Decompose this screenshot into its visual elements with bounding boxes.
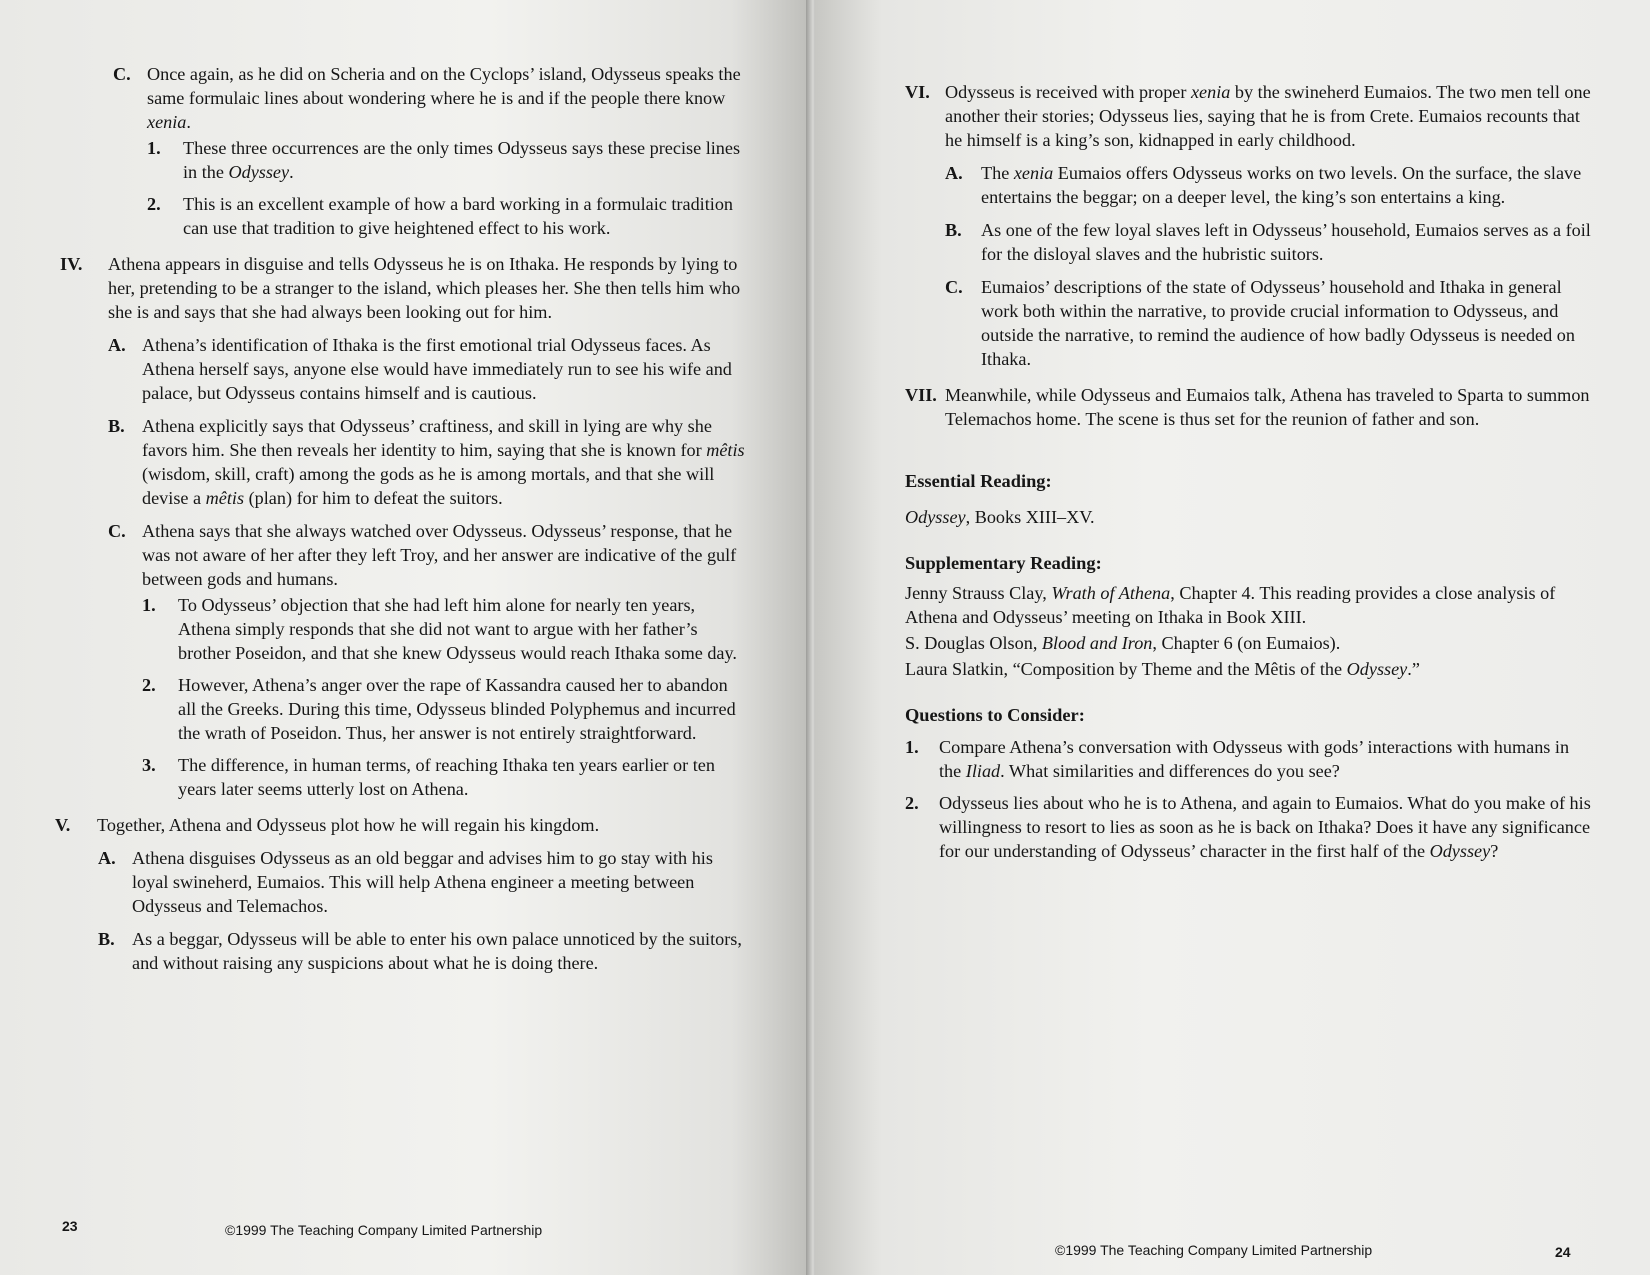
item-label: C.	[113, 64, 131, 84]
question-1	[905, 735, 1595, 783]
item-text: Once again, as he did on Scheria and on the Cyclops’ island, Odysseus speaks the same formulaic lines about wondering where he is and if the people there know xenia.	[147, 64, 741, 132]
item-text: Athena’s identification of Ithaka is the first emotional trial Odysseus faces. As Athena herself says, anyone else would have immediately run to see his wife and palace, but Odysseus contains himself and is cautious.	[142, 335, 732, 403]
supplementary-item-clay: Jenny Strauss Clay, Wrath of Athena, Chapter 4. This reading provides a close analysis of Athena and Odysseus’ meeting on Ithaka in Book XIII.	[905, 583, 1556, 627]
item-label: 1.	[147, 138, 161, 158]
outline-item-iv-c	[108, 519, 750, 591]
outline-item-v-b	[98, 927, 750, 975]
item-text: Eumaios’ descriptions of the state of Odysseus’ household and Ithaka in general work both within the narrative, to provide crucial information to Odysseus, and outside the narrative, to remind the audience of how badly Odysseus is needed on Ithaka.	[981, 277, 1575, 369]
item-label: A.	[108, 335, 126, 355]
copyright-footer: ©1999 The Teaching Company Limited Partnership	[225, 1222, 543, 1238]
page-number: 24	[1555, 1244, 1571, 1260]
page-number: 23	[62, 1218, 78, 1234]
outline-item-v	[55, 813, 750, 837]
item-label: C.	[108, 521, 126, 541]
item-text: Odysseus is received with proper xenia by the swineherd Eumaios. The two men tell one another their stories; Odysseus lies, saying that he is from Crete. Eumaios recounts that he himself is a king’s son, kidnapped in early childhood.	[945, 82, 1591, 150]
item-label: B.	[108, 416, 125, 436]
outline-item-iv-a	[108, 333, 750, 405]
item-text: This is an excellent example of how a bard working in a formulaic tradition can use that tradition to give heightened effect to his work.	[183, 194, 734, 238]
item-text: Athena disguises Odysseus as an old beggar and advises him to go stay with his loyal swineherd, Eumaios. This will help Athena engineer a meeting between Odysseus and Telemachos.	[132, 848, 713, 916]
essential-reading-text: Odyssey, Books XIII–XV.	[905, 507, 1095, 527]
item-text: Athena explicitly says that Odysseus’ craftiness, and skill in lying are why she favors him. She then reveals her identity to him, saying that she is known for mêtis (wisdom, skill, craft) among the gods as he is among mortals, and that she will devise a mêtis (plan) for him to defeat the suitors.	[142, 416, 745, 508]
supplementary-reading-heading: Supplementary Reading:	[905, 553, 1102, 573]
left-page-content	[55, 62, 750, 975]
question-2	[905, 791, 1595, 863]
copyright-footer: ©1999 The Teaching Company Limited Partnership	[1055, 1242, 1373, 1258]
outline-item-vi-c	[945, 275, 1595, 371]
question-label: 1.	[905, 737, 919, 757]
item-text: Athena says that she always watched over Odysseus. Odysseus’ response, that he was not aware of her after they left Troy, and her answer are indicative of the gulf between gods and humans.	[142, 521, 737, 589]
question-label: 2.	[905, 793, 919, 813]
item-label: 1.	[142, 595, 156, 615]
item-text: Together, Athena and Odysseus plot how he will regain his kingdom.	[97, 815, 600, 835]
right-page	[815, 0, 1650, 1275]
outline-item-v-a	[98, 846, 750, 918]
left-page	[0, 0, 812, 1275]
essential-reading-heading: Essential Reading:	[905, 471, 1052, 491]
supplementary-item-slatkin: Laura Slatkin, “Composition by Theme and the Mêtis of the Odyssey.”	[905, 659, 1420, 679]
item-label: IV.	[60, 254, 83, 274]
item-label: 2.	[147, 194, 161, 214]
right-page-content	[905, 80, 1595, 863]
outline-item-vi-a	[945, 161, 1595, 209]
questions-heading: Questions to Consider:	[905, 705, 1085, 725]
supplementary-item-olson: S. Douglas Olson, Blood and Iron, Chapter 6 (on Eumaios).	[905, 633, 1341, 653]
item-label: B.	[945, 220, 962, 240]
item-label: 2.	[142, 675, 156, 695]
item-text: However, Athena’s anger over the rape of Kassandra caused her to abandon all the Greeks. During this time, Odysseus blinded Polyphemus and incurred the wrath of Poseidon. Thus, her answer is not entirely straightforward.	[178, 675, 736, 743]
item-text: As a beggar, Odysseus will be able to enter his own palace unnoticed by the suitors, and without raising any suspicions about what he is doing there.	[132, 929, 742, 973]
question-text: Compare Athena’s conversation with Odysseus with gods’ interactions with humans in the Iliad. What similarities and differences do you see?	[939, 737, 1570, 781]
item-label: A.	[945, 163, 963, 183]
item-text: As one of the few loyal slaves left in Odysseus’ household, Eumaios serves as a foil for the disloyal slaves and the hubristic suitors.	[981, 220, 1591, 264]
item-label: VI.	[905, 82, 930, 102]
outline-item-vi-b	[945, 218, 1595, 266]
item-label: C.	[945, 277, 963, 297]
item-label: B.	[98, 929, 115, 949]
item-text: The xenia Eumaios offers Odysseus works on two levels. On the surface, the slave entertains the beggar; on a deeper level, the king’s son entertains a king.	[981, 163, 1582, 207]
outline-item-c	[113, 62, 750, 134]
outline-item-iv-c-2	[142, 673, 750, 745]
item-text: Athena appears in disguise and tells Odysseus he is on Ithaka. He responds by lying to her, pretending to be a stranger to the island, which pleases her. She then tells him who she is and says that she had always been looking out for him.	[108, 254, 741, 322]
outline-item-vii	[905, 383, 1595, 431]
item-text: The difference, in human terms, of reaching Ithaka ten years earlier or ten years later seems utterly lost on Athena.	[178, 755, 715, 799]
item-label: VII.	[905, 385, 937, 405]
item-label: A.	[98, 848, 116, 868]
outline-item-c-1	[147, 136, 750, 184]
outline-item-c-2	[147, 192, 750, 240]
outline-item-iv-c-1	[142, 593, 750, 665]
outline-item-iv-c-3	[142, 753, 750, 801]
outline-item-iv	[60, 252, 750, 324]
outline-item-vi	[905, 80, 1595, 152]
item-text: To Odysseus’ objection that she had left him alone for nearly ten years, Athena simply responds that she did not want to argue with her father’s brother Poseidon, and that she knew Odysseus would reach Ithaka some day.	[178, 595, 737, 663]
item-label: V.	[55, 815, 71, 835]
question-text: Odysseus lies about who he is to Athena, and again to Eumaios. What do you make of his willingness to resort to lies as soon as he is back on Ithaka? Does it have any significance for our understanding of Odysseus’ character in the first half of the Odyssey?	[939, 793, 1591, 861]
item-label: 3.	[142, 755, 156, 775]
item-text: Meanwhile, while Odysseus and Eumaios talk, Athena has traveled to Sparta to summon Telemachos home. The scene is thus set for the reunion of father and son.	[945, 385, 1590, 429]
outline-item-iv-b	[108, 414, 750, 510]
item-text: These three occurrences are the only times Odysseus says these precise lines in the Odyssey.	[183, 138, 741, 182]
